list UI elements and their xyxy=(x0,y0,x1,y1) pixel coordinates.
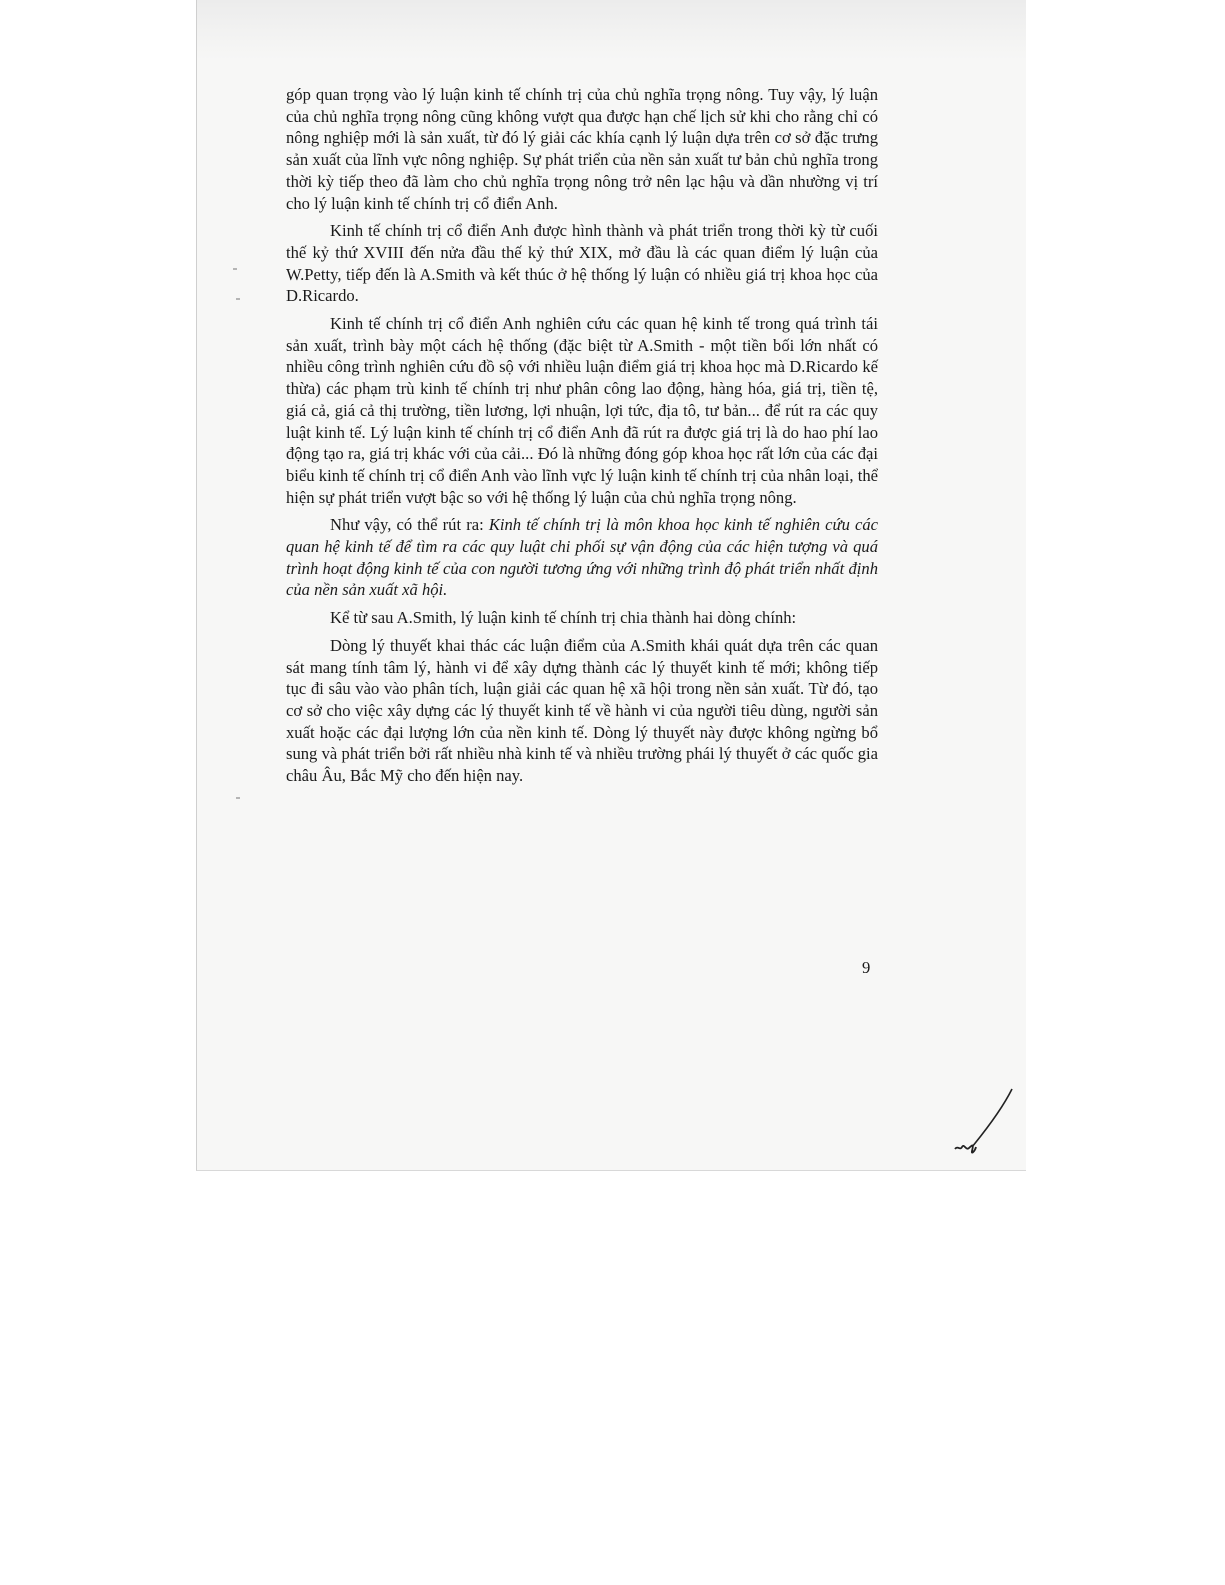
scan-speck xyxy=(233,268,237,270)
paragraph: Dòng lý thuyết khai thác các luận điểm của A.Smith khái quát dựa trên các quan sát mang tính tâm lý, hành vi để xây dựng thành các lý thuyết kinh tế mới; không tiếp tục đi sâu vào vào phân tích, luận giải các quan hệ xã hội trong nền sản xuất. Từ đó, tạo cơ sở cho việc xây dựng các lý thuyết kinh tế về hành vi của người tiêu dùng, người sản xuất hoặc các đại lượng lớn của nền kinh tế. Dòng lý thuyết này được không ngừng bổ sung và phát triển bởi rất nhiều nhà kinh tế và nhiều trường phái lý thuyết ở các quốc gia châu Âu, Bắc Mỹ cho đến hiện nay. xyxy=(286,635,878,786)
definition-paragraph xyxy=(286,514,878,601)
page-number: 9 xyxy=(862,958,871,977)
scan-speck xyxy=(236,298,240,300)
definition-lead: Như vậy, có thể rút ra: xyxy=(330,515,489,535)
scan-speck xyxy=(236,797,240,799)
paragraph: Kinh tế chính trị cổ điển Anh nghiên cứu các quan hệ kinh tế trong quá trình tái sản xuất, trình bày một cách hệ thống (đặc biệt từ A.Smith - một tiền bối lớn nhất có nhiều công trình nghiên cứu đồ sộ với nhiều luận điểm giá trị khoa học mà D.Ricardo kế thừa) các phạm trù kinh tế chính trị như phân công lao động, hàng hóa, giá trị, tiền tệ, giá cả, giá cả thị trường, tiền lương, lợi nhuận, lợi tức, địa tô, tư bản... để rút ra các quy luật kinh tế. Lý luận kinh tế chính trị cổ điển Anh đã rút ra được giá trị là do hao phí lao động tạo ra, giá trị khác với của cải... Đó là những đóng góp khoa học rất lớn của các đại biểu kinh tế chính trị cổ điển Anh vào lĩnh vực lý luận kinh tế chính trị của nhân loại, thể hiện sự phát triển vượt bậc so với hệ thống lý luận của chủ nghĩa trọng nông. xyxy=(286,314,878,507)
paragraph: Kể từ sau A.Smith, lý luận kinh tế chính trị chia thành hai dòng chính: xyxy=(330,608,797,628)
document-body xyxy=(286,84,878,793)
definition-text: Kinh tế chính trị là môn khoa học kinh tế nghiên cứu các quan hệ kinh tế để tìm ra các quy luật chi phối sự vận động của các hiện tượng và quá trình hoạt động kinh tế của con người tương ứng với những trình độ phát triển nhất định của nền sản xuất xã hội. xyxy=(286,515,879,600)
handwritten-signature xyxy=(950,1085,1020,1160)
paragraph: Kinh tế chính trị cổ điển Anh được hình thành và phát triển trong thời kỳ từ cuối thế kỷ thứ XVIII đến nửa đầu thế kỷ thứ XIX, mở đầu là các quan điểm lý luận của W.Petty, tiếp đến là A.Smith và kết thúc ở hệ thống lý luận có nhiều giá trị khoa học của D.Ricardo. xyxy=(286,221,878,306)
paragraph: góp quan trọng vào lý luận kinh tế chính trị của chủ nghĩa trọng nông. Tuy vậy, lý luận của chủ nghĩa trọng nông cũng không vượt qua được hạn chế lịch sử khi cho rằng chỉ có nông nghiệp mới là sản xuất, từ đó lý giải các khía cạnh lý luận dựa trên cơ sở đặc trưng sản xuất của lĩnh vực nông nghiệp. Sự phát triển của nền sản xuất tư bản chủ nghĩa trong thời kỳ tiếp theo đã làm cho chủ nghĩa trọng nông trở nên lạc hậu và dần nhường vị trí cho lý luận kinh tế chính trị cổ điển Anh. xyxy=(286,85,878,213)
scan-shadow xyxy=(197,0,1026,60)
